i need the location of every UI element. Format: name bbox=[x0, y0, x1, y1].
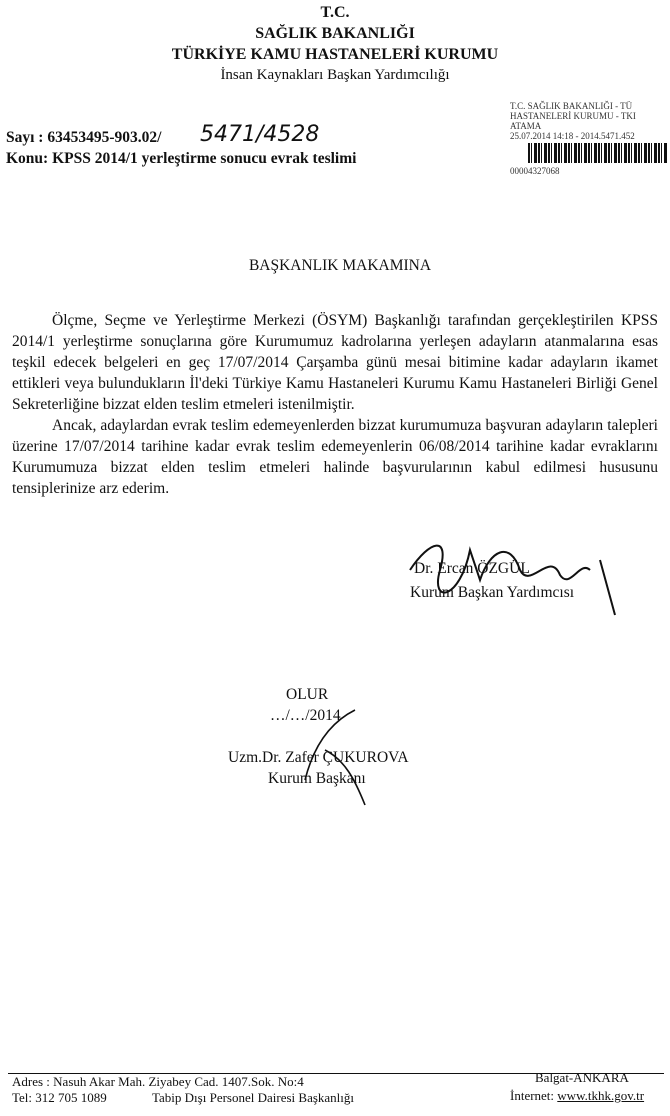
konu: Konu: KPSS 2014/1 yerleştirme sonucu evrak teslimi bbox=[6, 150, 357, 167]
approval-olur: OLUR bbox=[286, 686, 329, 703]
stamp-line3: ATAMA bbox=[510, 121, 542, 131]
footer-city: Balgat-ANKARA bbox=[535, 1070, 629, 1085]
footer-address: Adres : Nasuh Akar Mah. Ziyabey Cad. 1407.Sok. No:4 bbox=[12, 1074, 304, 1089]
addressee: BAŞKANLIK MAKAMINA bbox=[248, 257, 432, 274]
stamp-number: 00004327068 bbox=[510, 166, 560, 176]
body-text bbox=[12, 310, 658, 499]
approver-title: Kurum Başkanı bbox=[268, 770, 366, 787]
header-tc: T.C. bbox=[320, 4, 350, 21]
footer-internet-label: İnternet: bbox=[510, 1088, 555, 1103]
sayi-label: Sayı : 63453495-903.02/ bbox=[6, 129, 162, 146]
header-department: İnsan Kaynakları Başkan Yardımcılığı bbox=[220, 67, 450, 83]
stamp-line4: 25.07.2014 14:18 - 2014.5471.452 bbox=[510, 131, 635, 141]
paragraph-1: Ölçme, Seçme ve Yerleştirme Merkezi (ÖSYM) Başkanlığı tarafından gerçekleştirilen KPSS 2014/1 yerleştirme sonuçlarına göre Kurumumuz kadrolarına yerleşen adayların atanmalarına esas teşkil edecek belgeleri en geç 17/07/2014 Çarşamba günü mesai bitimine kadar adayların ikamet ettikleri veya bulundukların İl'deki Türkiye Kamu Hastaneleri Kurumu Kamu Hastaneleri Birliği Genel Sekreterliğine bizzat elden teslim etmeleri istenilmiştir. bbox=[12, 312, 658, 413]
sayi-handwritten: 5471/4528 bbox=[200, 122, 320, 147]
header-ministry: SAĞLIK BAKANLIĞI bbox=[255, 25, 415, 42]
approval-date: …/…/2014 bbox=[270, 707, 341, 724]
footer-department: Tabip Dışı Personel Dairesi Başkanlığı bbox=[152, 1090, 355, 1105]
footer-tel: Tel: 312 705 1089 bbox=[12, 1090, 107, 1105]
footer-internet bbox=[510, 1088, 644, 1104]
barcode bbox=[528, 143, 668, 163]
stamp-line1: T.C. SAĞLIK BAKANLIĞI - TÜ bbox=[510, 101, 633, 111]
footer-internet-link[interactable]: www.tkhk.gov.tr bbox=[557, 1088, 645, 1103]
approver-signature-image bbox=[265, 700, 385, 810]
signer-name: Dr. Ercan ÖZGÜL bbox=[414, 560, 530, 577]
approver-name: Uzm.Dr. Zafer ÇUKUROVA bbox=[228, 749, 409, 766]
stamp-line2: HASTANELERİ KURUMU - TKI bbox=[510, 111, 636, 121]
paragraph-2: Ancak, adaylardan evrak teslim edemeyenlerden bizzat kurumumuza başvuran adayların talepleri üzerine 17/07/2014 tarihine kadar evrak teslim edemeyenlerin 06/08/2014 tarihine kadar evraklarını Kurumumuza bizzat elden teslim etmeleri halinde başvurularının kabul edilmesi hususunu tensiplerinize arz ederim. bbox=[12, 417, 658, 497]
signer-title: Kurum Başkan Yardımcısı bbox=[410, 584, 575, 601]
header-institution: TÜRKİYE KAMU HASTANELERİ KURUMU bbox=[171, 46, 499, 63]
